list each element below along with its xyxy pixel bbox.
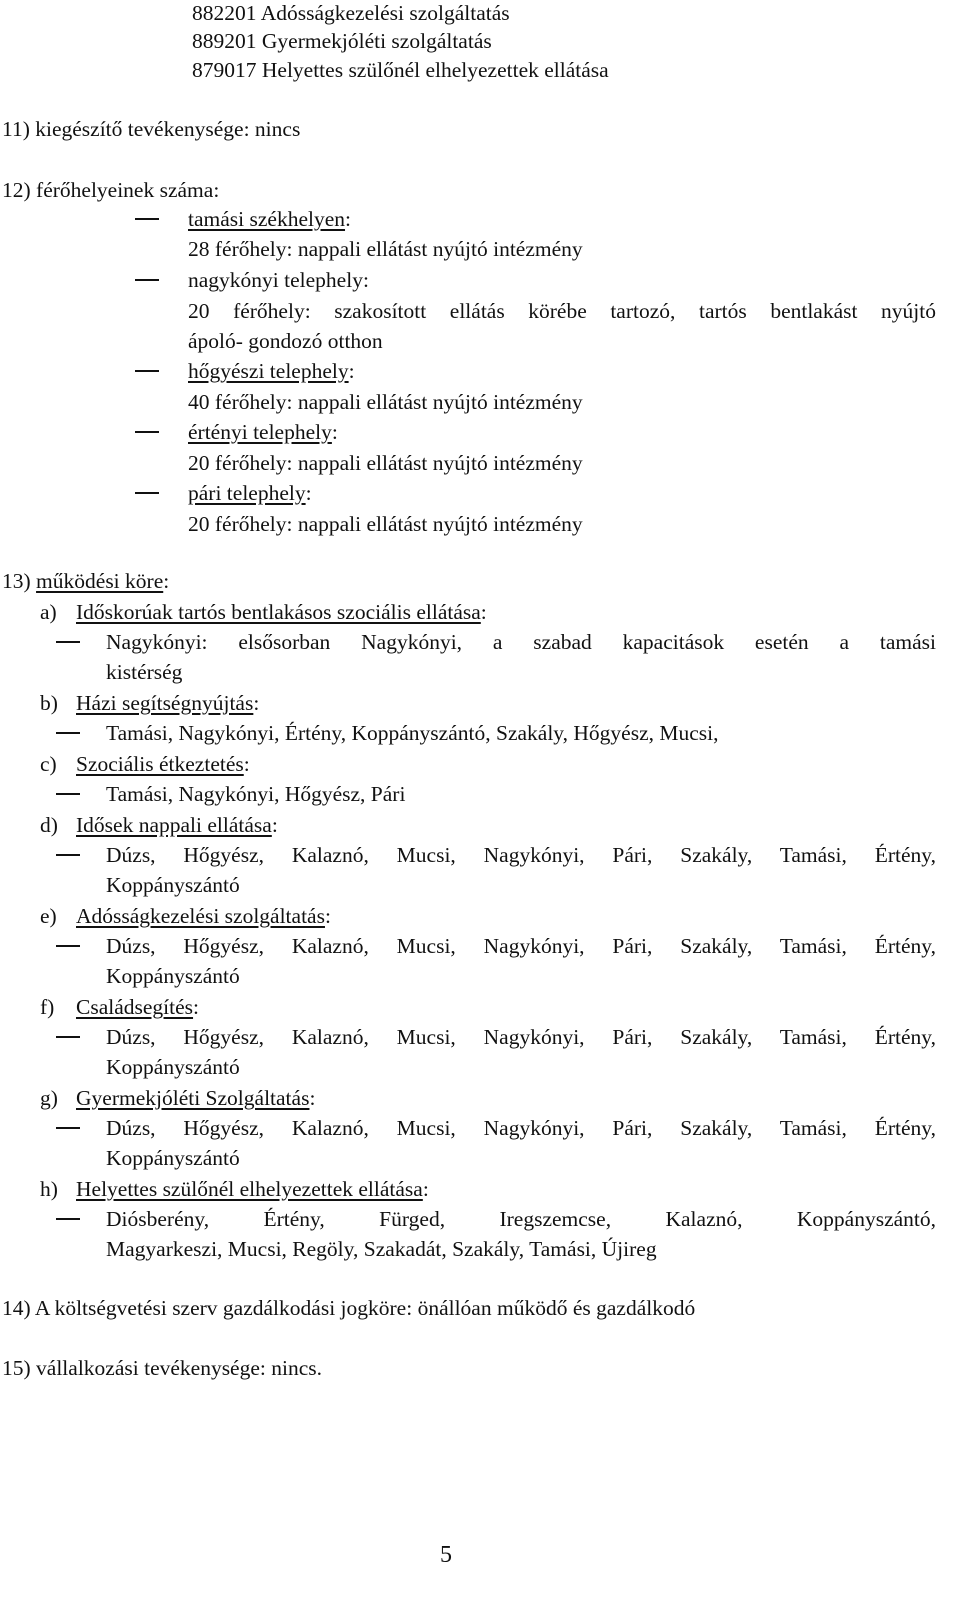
scope-letter: g): [40, 1086, 58, 1110]
scope-heading: Szociális étkeztetés:: [76, 752, 250, 776]
scope-letter: d): [40, 813, 58, 837]
scope-heading: Idősek nappali ellátása:: [76, 813, 278, 837]
scope-line: Koppányszántó: [106, 1055, 240, 1079]
scope-heading: Házi segítségnyújtás:: [76, 691, 260, 715]
scope-line: Dúzs, Hőgyész, Kalaznó, Mucsi, Nagykónyi, Pári, Szakály, Tamási, Értény,: [106, 1025, 936, 1049]
dash-bullet: [56, 1127, 80, 1129]
dash-bullet: [56, 1218, 80, 1220]
scope-line: Koppányszántó: [106, 1146, 240, 1170]
capacity-place: tamási székhelyen:: [188, 207, 351, 231]
capacity-detail: 20 férőhely: szakosított ellátás körébe tartozó, tartós bentlakást nyújtó: [188, 299, 936, 323]
scope-letter: f): [40, 995, 55, 1019]
dash-bullet: [56, 1036, 80, 1038]
scope-line: kistérség: [106, 660, 183, 684]
section-11: 11) kiegészítő tevékenysége: nincs: [2, 117, 301, 141]
scope-letter: b): [40, 691, 58, 715]
scope-letter: h): [40, 1177, 58, 1201]
scope-line: Tamási, Nagykónyi, Értény, Koppányszántó, Szakály, Hőgyész, Mucsi,: [106, 721, 719, 745]
dash-bullet: [56, 793, 80, 795]
section-13-title: 13) működési köre:: [2, 569, 170, 593]
scope-letter: c): [40, 752, 57, 776]
scope-letter: e): [40, 904, 57, 928]
section-14: 14) A költségvetési szerv gazdálkodási jogköre: önállóan működő és gazdálkodó: [2, 1296, 696, 1320]
scope-heading: Adósságkezelési szolgáltatás:: [76, 904, 331, 928]
capacity-place: nagykónyi telephely:: [188, 268, 369, 292]
scope-line: Dúzs, Hőgyész, Kalaznó, Mucsi, Nagykónyi, Pári, Szakály, Tamási, Értény,: [106, 843, 936, 867]
dash-bullet: [135, 431, 159, 433]
scope-heading: Helyettes szülőnél elhelyezettek ellátása:: [76, 1177, 429, 1201]
activity-line: 882201 Adósságkezelési szolgáltatás: [192, 1, 510, 25]
scope-line: Tamási, Nagykónyi, Hőgyész, Pári: [106, 782, 406, 806]
capacity-detail: 20 férőhely: nappali ellátást nyújtó intézmény: [188, 451, 583, 475]
scope-line: Dúzs, Hőgyész, Kalaznó, Mucsi, Nagykónyi, Pári, Szakály, Tamási, Értény,: [106, 934, 936, 958]
dash-bullet: [135, 492, 159, 494]
capacity-detail: 28 férőhely: nappali ellátást nyújtó intézmény: [188, 237, 583, 261]
scope-heading: Gyermekjóléti Szolgáltatás:: [76, 1086, 316, 1110]
capacity-detail: 20 férőhely: nappali ellátást nyújtó intézmény: [188, 512, 583, 536]
capacity-detail: 40 férőhely: nappali ellátást nyújtó intézmény: [188, 390, 583, 414]
capacity-place: pári telephely:: [188, 481, 312, 505]
capacity-place: hőgyészi telephely:: [188, 359, 355, 383]
dash-bullet: [135, 370, 159, 372]
dash-bullet: [56, 641, 80, 643]
scope-line: Nagykónyi: elsősorban Nagykónyi, a szabad kapacitások esetén a tamási: [106, 630, 936, 654]
capacity-detail: ápoló- gondozó otthon: [188, 329, 383, 353]
dash-bullet: [135, 279, 159, 281]
scope-line: Koppányszántó: [106, 873, 240, 897]
scope-heading: Időskorúak tartós bentlakásos szociális ellátása:: [76, 600, 487, 624]
scope-heading: Családsegítés:: [76, 995, 200, 1019]
dash-bullet: [56, 945, 80, 947]
section-12-title: 12) férőhelyeinek száma:: [2, 178, 220, 202]
scope-line: Koppányszántó: [106, 964, 240, 988]
scope-line: Diósberény, Értény, Fürged, Iregszemcse, Kalaznó, Koppányszántó,: [106, 1207, 936, 1231]
scope-letter: a): [40, 600, 57, 624]
capacity-place: értényi telephely:: [188, 420, 338, 444]
page-number: 5: [440, 1542, 452, 1568]
activity-line: 889201 Gyermekjóléti szolgáltatás: [192, 29, 492, 53]
dash-bullet: [56, 854, 80, 856]
dash-bullet: [135, 218, 159, 220]
activity-line: 879017 Helyettes szülőnél elhelyezettek ellátása: [192, 58, 609, 82]
section-15: 15) vállalkozási tevékenysége: nincs.: [2, 1356, 323, 1380]
scope-line: Dúzs, Hőgyész, Kalaznó, Mucsi, Nagykónyi, Pári, Szakály, Tamási, Értény,: [106, 1116, 936, 1140]
dash-bullet: [56, 732, 80, 734]
scope-line: Magyarkeszi, Mucsi, Regöly, Szakadát, Szakály, Tamási, Újireg: [106, 1237, 657, 1261]
